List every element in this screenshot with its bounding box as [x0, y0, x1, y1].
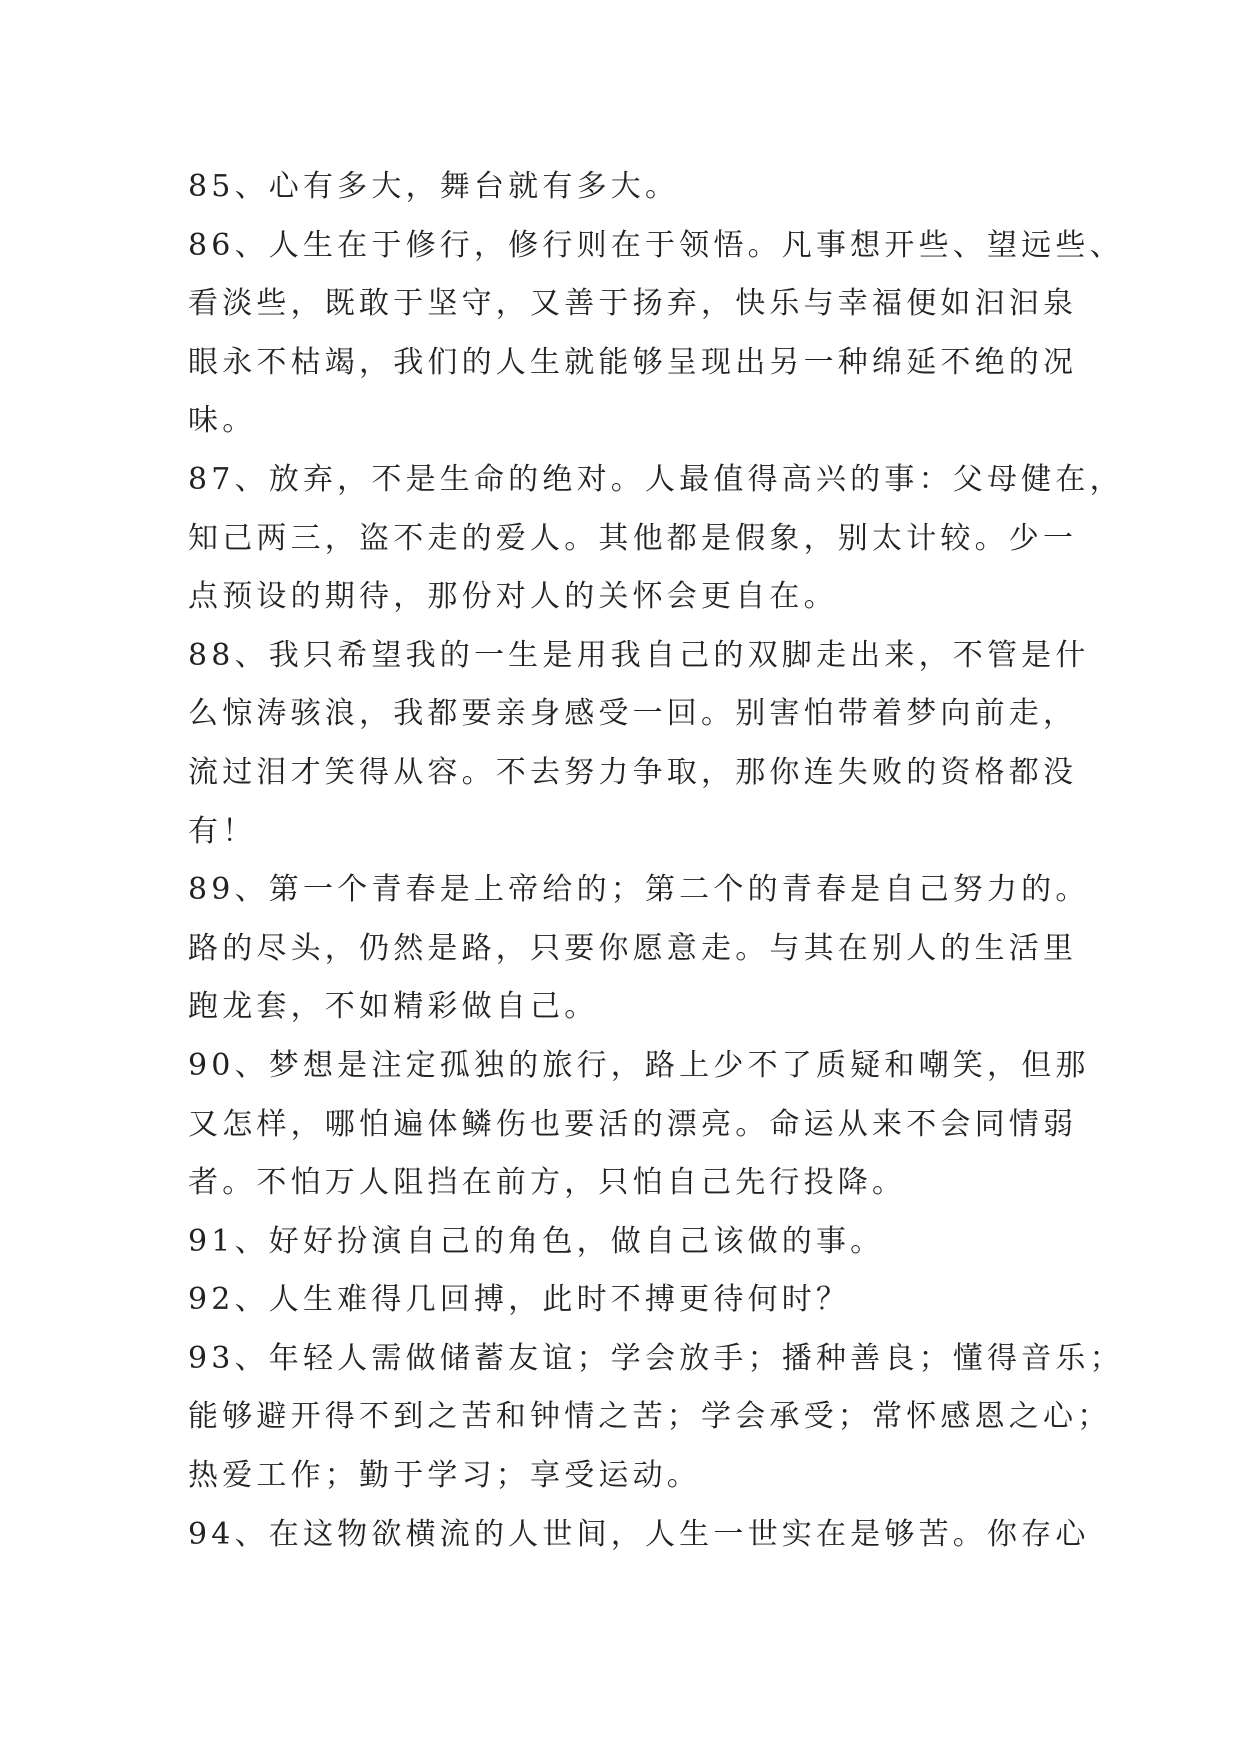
text-line: 流过泪才笑得从容。不去努力争取，那你连失败的资格都没 — [188, 754, 1078, 790]
text-line: 眼永不枯竭，我们的人生就能够呈现出另一种绵延不绝的况 — [188, 344, 1078, 380]
text-line: 85、心有多大，舞台就有多大。 — [188, 169, 680, 204]
text-line: 有！ — [188, 813, 257, 849]
text-line: 89、第一个青春是上帝给的；第二个的青春是自己努力的。 — [188, 872, 1090, 908]
text-line: 87、放弃，不是生命的绝对。人最值得高兴的事：父母健在， — [188, 461, 1124, 497]
text-line: 又怎样，哪怕遍体鳞伤也要活的漂亮。命运从来不会同情弱 — [188, 1106, 1078, 1142]
text-line: 86、人生在于修行，修行则在于领悟。凡事想开些、望远些、 — [188, 227, 1124, 263]
text-line: 94、在这物欲横流的人世间，人生一世实在是够苦。你存心 — [188, 1516, 1090, 1552]
text-line: 点预设的期待，那份对人的关怀会更自在。 — [188, 579, 838, 615]
text-line: 91、好好扮演自己的角色，做自己该做的事。 — [188, 1223, 885, 1259]
text-line: 者。不怕万人阻挡在前方，只怕自己先行投降。 — [188, 1165, 907, 1201]
text-line: 能够避开得不到之苦和钟情之苦；学会承受；常怀感恩之心； — [188, 1399, 1112, 1435]
text-line: 知己两三，盗不走的爱人。其他都是假象，别太计较。少一 — [188, 520, 1078, 556]
document-body — [188, 158, 1124, 1564]
text-line: 味。 — [188, 403, 257, 439]
text-line: 88、我只希望我的一生是用我自己的双脚走出来，不管是什 — [188, 637, 1090, 673]
text-line: 93、年轻人需做储蓄友谊；学会放手；播种善良；懂得音乐； — [188, 1340, 1124, 1376]
text-line: 92、人生难得几回搏，此时不搏更待何时？ — [188, 1282, 851, 1318]
text-line: 热爱工作；勤于学习；享受运动。 — [188, 1458, 701, 1494]
text-line: 么惊涛骇浪，我都要亲身感受一回。别害怕带着梦向前走， — [188, 696, 1078, 732]
text-line: 跑龙套，不如精彩做自己。 — [188, 989, 599, 1025]
text-line: 路的尽头，仍然是路，只要你愿意走。与其在别人的生活里 — [188, 930, 1078, 966]
text-line: 看淡些，既敢于坚守，又善于扬弃，快乐与幸福便如汩汩泉 — [188, 286, 1078, 322]
text-line: 90、梦想是注定孤独的旅行，路上少不了质疑和嘲笑，但那 — [188, 1047, 1090, 1083]
